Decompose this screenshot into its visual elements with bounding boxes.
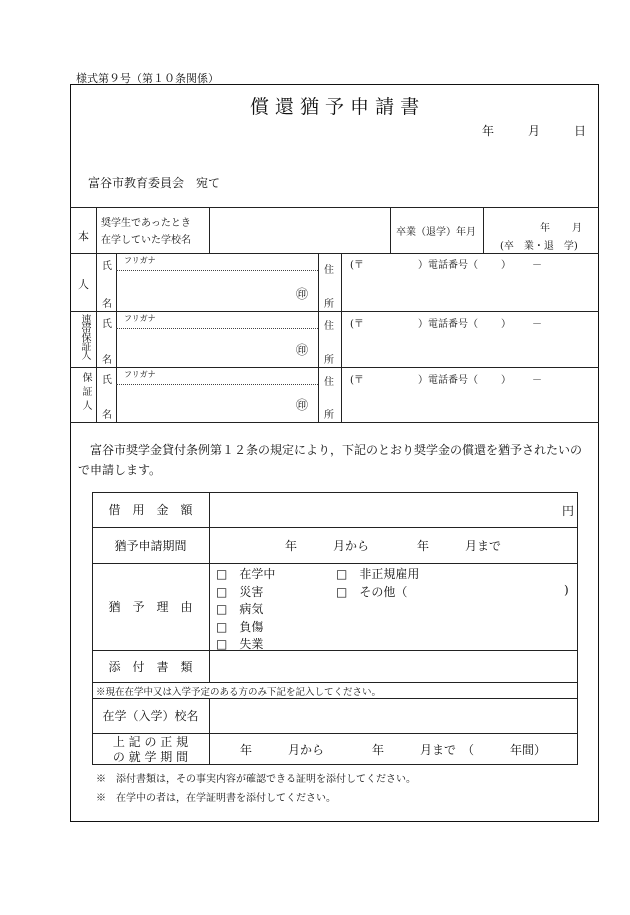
reason-checkbox-disaster[interactable]: □ 災害 <box>216 584 264 599</box>
enrolled-note: ※現在在学中又は入学予定のある方のみ下記を記入してください。 <box>96 687 382 698</box>
loan-amount-label: 借 用 金 額 <box>108 503 193 517</box>
reason-checkbox-illness[interactable]: □ 病気 <box>216 602 264 616</box>
statement: 富谷市奨学金貸付条例第１２条の規定により，下記のとおり奨学金の償還を猶予されたいので申請します。 <box>78 443 583 477</box>
addressee: 富谷市教育委員会 宛て <box>88 176 221 190</box>
guarantor-name-field[interactable] <box>117 385 317 421</box>
applicant-ju: 住 <box>324 265 334 276</box>
note-attachments: ※ 添付書類は，その事実内容が確認できる証明を添付してください。 <box>96 774 416 785</box>
reason-checkbox-other[interactable]: □ その他（ <box>336 584 408 599</box>
applicant-phone[interactable]: ）電話番号（ <box>418 260 478 271</box>
form-number: 様式第９号（第１０条関係） <box>76 72 219 85</box>
guarantor-mei: 名 <box>102 410 112 421</box>
study-period-label <box>92 735 209 765</box>
loan-amount-field[interactable] <box>210 493 576 526</box>
applicant-name-field[interactable] <box>117 271 317 310</box>
joint-name-field[interactable] <box>117 329 317 366</box>
guarantor-postal[interactable]: (〒 <box>350 375 364 386</box>
guarantor-phone-close: ） <box>501 375 511 386</box>
grad-month[interactable]: 月 <box>572 223 582 234</box>
joint-phone-close: ） <box>501 319 511 330</box>
applicant-shi: 氏 <box>102 261 112 272</box>
joint-guarantor-label: 連帯保証人 <box>79 314 90 359</box>
grad-year[interactable]: 年 <box>540 223 550 234</box>
school-name-label: 在学（入学）校名 <box>102 709 199 723</box>
guarantor-label: 保証人 <box>80 372 91 414</box>
joint-ju: 住 <box>324 321 334 332</box>
study-period-label-line2: の 就 学 期 間 <box>112 750 189 764</box>
joint-mei: 名 <box>102 355 112 366</box>
joint-phone[interactable]: ）電話番号（ <box>418 319 478 330</box>
loan-amount-yen: 円 <box>562 504 575 518</box>
grad-label: 卒業（退学）年月 <box>396 227 476 238</box>
guarantor-ju: 住 <box>324 377 334 388</box>
applicant-sho: 所 <box>324 299 334 310</box>
grad-note: (卒 業・退 学) <box>500 241 578 252</box>
joint-furigana: フリガナ <box>124 314 156 323</box>
date-year[interactable]: 年 <box>482 124 495 138</box>
reasons-left-list <box>216 566 275 654</box>
person-label-top: 本 <box>78 230 89 243</box>
enrolled-school-field[interactable] <box>210 699 576 732</box>
guarantor-phone[interactable]: ）電話番号（ <box>418 375 478 386</box>
reason-other-close: ) <box>564 583 569 597</box>
joint-shi: 氏 <box>102 319 112 330</box>
applicant-seal-icon: ㊞ <box>296 287 309 301</box>
reasons-right-list <box>336 566 419 601</box>
applicant-furigana: フリガナ <box>124 256 156 265</box>
joint-dash: － <box>532 319 542 330</box>
guarantor-dash: － <box>532 375 542 386</box>
date-month[interactable]: 月 <box>528 124 541 138</box>
applicant-dash: － <box>532 260 542 271</box>
applicant-phone-close: ） <box>501 260 511 271</box>
school-label-line2: 在学していた学校名 <box>101 235 191 246</box>
joint-seal-icon: ㊞ <box>296 343 309 357</box>
date-day[interactable]: 日 <box>574 124 587 138</box>
attachments-field[interactable] <box>210 651 576 681</box>
guarantor-shi: 氏 <box>102 375 112 386</box>
applicant-postal[interactable]: (〒 <box>350 260 364 271</box>
person-label-bottom: 人 <box>78 278 89 291</box>
reason-checkbox-unemployment[interactable]: □ 失業 <box>216 637 264 651</box>
guarantor-sho: 所 <box>324 410 334 421</box>
guarantor-seal-icon: ㊞ <box>296 398 309 412</box>
reason-checkbox-in-school[interactable]: □ 在学中 <box>216 567 276 581</box>
study-period-field[interactable]: 年 月から 年 月まで （ 年間） <box>239 742 546 757</box>
school-label-line1: 奨学生であったとき <box>101 218 191 229</box>
joint-sho: 所 <box>324 355 334 366</box>
reason-label: 猶 予 理 由 <box>108 600 193 614</box>
reason-checkbox-injury[interactable]: □ 負傷 <box>216 619 264 634</box>
school-name-field[interactable] <box>210 208 389 252</box>
applicant-mei: 名 <box>102 299 112 310</box>
attachments-label: 添 付 書 類 <box>108 659 193 674</box>
reason-checkbox-nonregular[interactable]: □ 非正規雇用 <box>336 567 420 581</box>
period-field[interactable]: 年 月から 年 月まで <box>284 538 501 553</box>
joint-postal[interactable]: (〒 <box>350 319 364 330</box>
period-label: 猶予申請期間 <box>114 538 187 553</box>
study-period-label-line1: 上 記 の 正 規 <box>112 735 189 749</box>
guarantor-furigana: フリガナ <box>124 370 156 379</box>
page-title: 償 還 猶 予 申 請 書 <box>249 96 420 118</box>
note-enrollment-certificate: ※ 在学中の者は，在学証明書を添付してください。 <box>96 793 336 804</box>
